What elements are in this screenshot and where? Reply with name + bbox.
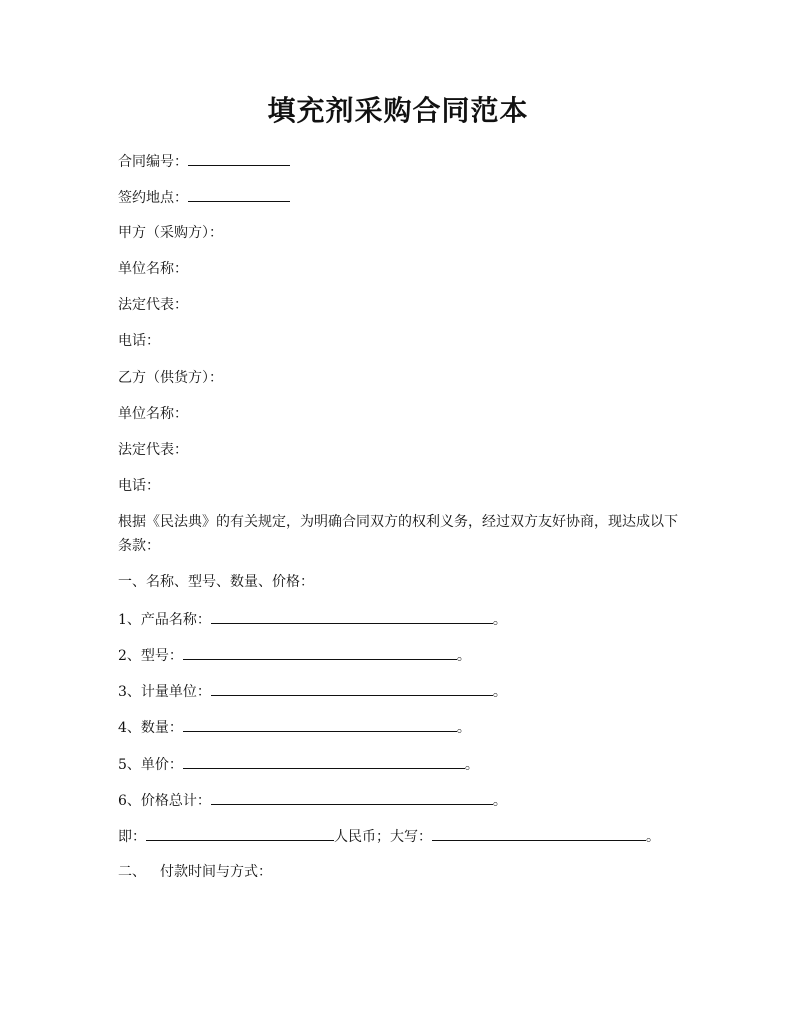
party-b-unit-label: 单位名称： <box>118 406 188 422</box>
section-1-heading: 一、名称、型号、数量、价格： <box>118 574 314 590</box>
item-line <box>118 609 507 630</box>
sign-place-line <box>118 187 290 208</box>
item-label: 5、单价： <box>118 757 183 773</box>
section-2-title: 付款时间与方式： <box>160 864 272 880</box>
contract-number-line <box>118 151 290 172</box>
party-b-rep-label: 法定代表： <box>118 442 188 458</box>
contract-number-label: 合同编号： <box>118 154 188 170</box>
total-uppercase-blank <box>432 826 646 841</box>
item-line <box>118 645 471 666</box>
item-line <box>118 790 507 811</box>
sign-place-blank <box>188 187 290 202</box>
item-line <box>118 681 507 702</box>
total-line <box>118 826 660 847</box>
item-period: 。 <box>456 648 471 664</box>
item-period: 。 <box>456 720 471 736</box>
item-line <box>118 717 471 738</box>
section-2-heading <box>118 862 272 882</box>
item-period: 。 <box>492 684 507 700</box>
item-period: 。 <box>492 793 507 809</box>
item-blank <box>211 790 493 805</box>
sign-place-label: 签约地点： <box>118 190 188 206</box>
item-period: 。 <box>464 757 479 773</box>
item-line <box>118 754 479 775</box>
total-period: 。 <box>646 829 660 845</box>
item-label: 6、价格总计： <box>118 793 211 809</box>
party-a-unit-label: 单位名称： <box>118 261 188 277</box>
party-b-heading: 乙方（供货方）： <box>118 370 223 386</box>
item-label: 4、数量： <box>118 720 183 736</box>
item-blank <box>183 645 457 660</box>
item-label: 3、计量单位： <box>118 684 211 700</box>
total-amount-blank <box>146 826 334 841</box>
party-a-heading: 甲方（采购方）： <box>118 225 223 241</box>
item-label: 1、产品名称： <box>118 612 211 628</box>
item-blank <box>183 754 465 769</box>
item-period: 。 <box>492 612 507 628</box>
item-blank <box>211 681 493 696</box>
section-2-number: 二、 <box>118 864 146 880</box>
party-b-phone-label: 电话： <box>118 478 160 494</box>
total-rmb-label: 人民币；大写： <box>334 829 432 845</box>
document-title: 填充剂采购合同范本 <box>267 94 529 127</box>
total-label: 即： <box>118 829 146 845</box>
party-a-rep-label: 法定代表： <box>118 297 188 313</box>
contract-number-blank <box>188 151 290 166</box>
party-a-phone-label: 电话： <box>118 333 160 349</box>
item-label: 2、型号： <box>118 648 183 664</box>
item-blank <box>183 717 457 732</box>
intro-paragraph: 根据《民法典》的有关规定，为明确合同双方的权利义务，经过双方友好协商，现达成以下条款： <box>118 514 678 554</box>
item-blank <box>211 609 493 624</box>
